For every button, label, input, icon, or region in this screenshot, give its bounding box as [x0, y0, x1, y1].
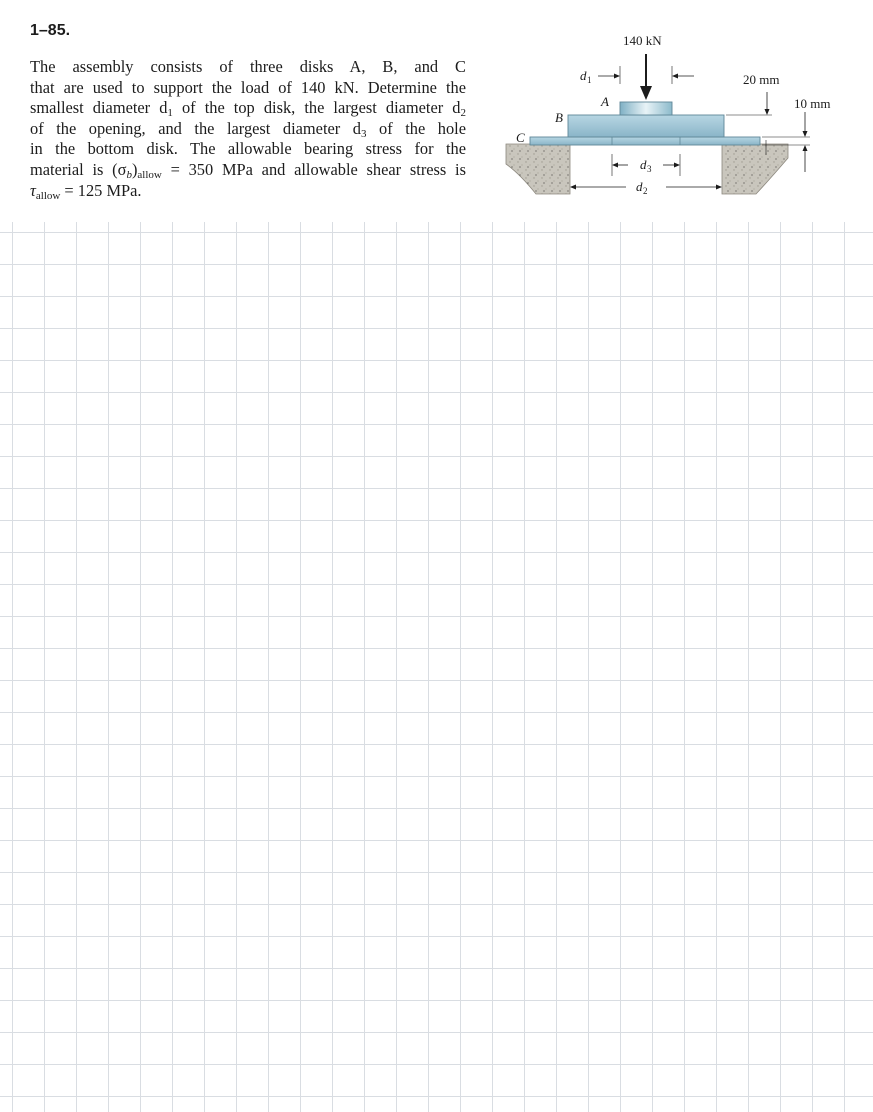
d2-label: d — [636, 179, 643, 194]
statement-line-2: that are used to support the load of 140 kN. Determine the — [30, 77, 466, 97]
problem-number: 1–85. — [30, 22, 71, 39]
d2-arrowhead-right — [716, 185, 722, 190]
statement-line-1: The assembly consists of three disks A, B, and C — [30, 57, 466, 76]
label-a: A — [601, 94, 609, 109]
subscript: allow — [137, 168, 162, 181]
ground-right — [722, 144, 788, 194]
assembly-figure — [500, 24, 850, 214]
statement-text: smallest diameter d — [30, 98, 168, 118]
statement-text: ) — [131, 159, 138, 179]
statement-line-6 — [30, 160, 466, 181]
load-label: 140 kN — [623, 33, 662, 48]
disk-c — [530, 137, 760, 145]
d3-label: d — [640, 157, 647, 172]
subscript: allow — [35, 189, 61, 202]
ground-left — [506, 144, 570, 194]
subscript: 3 — [360, 127, 367, 140]
problem-statement — [30, 57, 466, 201]
dim10-arrowhead-bottom — [803, 145, 808, 151]
d2-subscript: 2 — [643, 186, 648, 196]
dim20-arrowhead — [765, 109, 770, 115]
disk-b — [568, 115, 724, 137]
dim-10mm-label: 10 mm — [794, 96, 831, 111]
d1-arrowhead-left — [614, 74, 620, 79]
d1-subscript: 1 — [587, 75, 592, 85]
label-b: B — [555, 110, 563, 125]
statement-text: = 125 MPa. — [60, 180, 142, 200]
statement-text: = 350 MPa and allowable shear stress is — [161, 159, 466, 179]
subscript: 2 — [460, 107, 466, 120]
d2-arrowhead-left — [570, 185, 576, 190]
subscript: 1 — [167, 107, 173, 120]
statement-text: of the hole — [366, 118, 466, 138]
statement-line-5: in the bottom disk. The allowable bearing stress for the — [30, 139, 466, 159]
d3-subscript: 3 — [647, 164, 652, 174]
d3-arrowhead-left — [612, 163, 618, 168]
subscript: b — [126, 168, 132, 181]
d1-label: d — [580, 68, 587, 83]
statement-text: of the opening, and the largest diameter d — [30, 118, 361, 138]
assembly-diagram — [500, 24, 850, 214]
statement-line-7 — [30, 181, 466, 202]
problem-block — [0, 0, 873, 222]
d1-arrowhead-right — [672, 74, 678, 79]
statement-line-3 — [30, 98, 466, 119]
d3-arrowhead-right — [674, 163, 680, 168]
dim10-arrowhead-top — [803, 131, 808, 137]
statement-line-4 — [30, 119, 466, 140]
tau-symbol: τ — [30, 180, 36, 200]
disk-a — [620, 102, 672, 115]
statement-text: material is (σ — [30, 159, 127, 179]
dim-20mm-label: 20 mm — [743, 72, 780, 87]
label-c: C — [516, 130, 525, 145]
load-arrowhead — [640, 86, 652, 100]
statement-text: of the top disk, the largest diameter d — [172, 98, 461, 118]
